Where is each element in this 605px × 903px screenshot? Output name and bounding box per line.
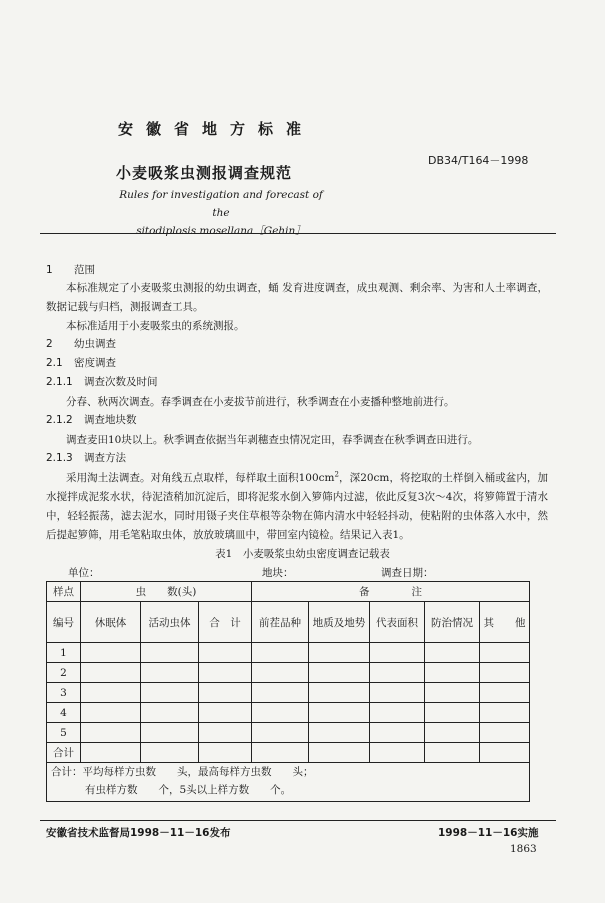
section-2-1-1-heading xyxy=(46,374,158,389)
section-number: 2.1 xyxy=(46,357,63,369)
header-dormant: 休眠体 xyxy=(81,602,141,643)
row-label: 4 xyxy=(47,703,81,723)
header-remarks-group: 备 注 xyxy=(252,582,530,602)
footer-rule xyxy=(40,820,556,821)
title-en-line-2: sitodiplosis mosellana［Gehin］ xyxy=(136,225,306,237)
table-header-row-2 xyxy=(47,602,530,643)
document-title-en xyxy=(116,186,326,240)
header-variety: 前茬品种 xyxy=(252,602,309,643)
table-header-row-1 xyxy=(47,582,530,602)
method-text-a: 采用淘土法调查。对角线五点取样，每样取土面积100cm xyxy=(66,472,335,484)
header-area: 代表面积 xyxy=(370,602,425,643)
header-rule xyxy=(40,233,556,234)
table-row xyxy=(47,703,530,723)
table-row xyxy=(47,643,530,663)
table-note xyxy=(47,763,530,802)
page-number: 1863 xyxy=(510,843,537,855)
section-title: 调查次数及时间 xyxy=(84,376,158,388)
table-row xyxy=(47,683,530,703)
note-line-1: 合计：平均每样方虫数 头，最高每样方虫数 头； xyxy=(51,766,314,778)
section-1-heading xyxy=(46,262,95,277)
header-total: 合 计 xyxy=(199,602,252,643)
note-line-2: 有虫样方数 个，5头以上样方数 个。 xyxy=(85,784,292,796)
row-label: 3 xyxy=(47,683,81,703)
section-number: 2.1.2 xyxy=(46,414,73,426)
method-text-b: ，深20cm，将挖取的土样倒入桶或盆内，加水搅拌成泥浆水状，待泥渣稍加沉淀后，即将泥浆水倒入箩筛内过滤，依此反复3次～4次，将箩筛置于清水中，轻轻振荡，滤去泥水，同时用镊子夹住草根等杂物在筛内清水中轻轻抖动，使粘附的虫体落入水中，然后提起箩筛，用毛笔粘取虫体，放放玻璃皿中，带回室内镜检。结果记入表1。 xyxy=(46,472,548,541)
table-note-row xyxy=(47,763,530,802)
unit-label: 单位： xyxy=(68,567,100,579)
section-number: 2 xyxy=(46,338,53,350)
area-unit-superscript: 2 xyxy=(334,470,339,479)
header-active: 活动虫体 xyxy=(141,602,199,643)
table-row xyxy=(47,663,530,683)
row-label: 2 xyxy=(47,663,81,683)
title-en-line-1: Rules for investigation and forecast of the xyxy=(119,189,323,219)
header-control: 防治情况 xyxy=(425,602,480,643)
section-1-paragraph-1: 本标准规定了小麦吸浆虫测报的幼虫调查，蛹 发育进度调查，成虫观测、剩余率、为害和人土率调查，数据记载与归档，测报调查工具。 xyxy=(46,282,548,313)
section-2-1-1-paragraph: 分春、秋两次调查。春季调查在小麦拔节前进行，秋季调查在小麦播种整地前进行。 xyxy=(66,396,455,408)
document-title-zh: 小麦吸浆虫测报调查规范 xyxy=(116,164,293,182)
table-caption: 表1 小麦吸浆虫幼虫密度调查记载表 xyxy=(215,548,390,560)
issuing-authority-title: 安徽省地方标准 xyxy=(118,120,315,138)
section-number: 2.1.3 xyxy=(46,452,73,464)
header-sample-number: 编号 xyxy=(47,602,81,643)
section-title: 范围 xyxy=(74,264,95,276)
header-sample: 样点 xyxy=(47,582,81,602)
section-1-paragraph-2: 本标准适用于小麦吸浆虫的系统测报。 xyxy=(66,320,245,332)
section-number: 2.1.1 xyxy=(46,376,73,388)
section-2-heading xyxy=(46,336,116,351)
header-count-group: 虫 数(头) xyxy=(81,582,252,602)
implementation-date: 1998－11－16实施 xyxy=(438,827,539,839)
plot-label: 地块： xyxy=(262,567,294,579)
section-title: 幼虫调查 xyxy=(74,338,116,350)
section-title: 调查地块数 xyxy=(84,414,137,426)
section-title: 调查方法 xyxy=(84,452,126,464)
section-2-1-3-heading xyxy=(46,450,126,465)
total-row-label: 合计 xyxy=(47,743,81,763)
section-2-1-2-heading xyxy=(46,412,137,427)
header-other: 其 他 xyxy=(480,602,530,643)
table-row xyxy=(47,723,530,743)
standard-number: DB34/T164－1998 xyxy=(428,154,529,167)
section-2-1-3-paragraph xyxy=(46,469,548,545)
header-soil: 地质及地势 xyxy=(309,602,370,643)
section-title: 密度调查 xyxy=(74,357,116,369)
row-label: 1 xyxy=(47,643,81,663)
section-2-1-2-paragraph: 调查麦田10块以上。秋季调查依据当年剥穗查虫情况定田，春季调查在秋季调查田进行。 xyxy=(66,434,479,446)
row-label: 5 xyxy=(47,723,81,743)
section-2-1-heading xyxy=(46,355,116,370)
date-label: 调查日期： xyxy=(381,567,434,579)
section-number: 1 xyxy=(46,264,53,276)
table-total-row xyxy=(47,743,530,763)
larva-density-table xyxy=(46,581,530,802)
issue-date: 安徽省技术监督局1998－11－16发布 xyxy=(46,827,231,839)
